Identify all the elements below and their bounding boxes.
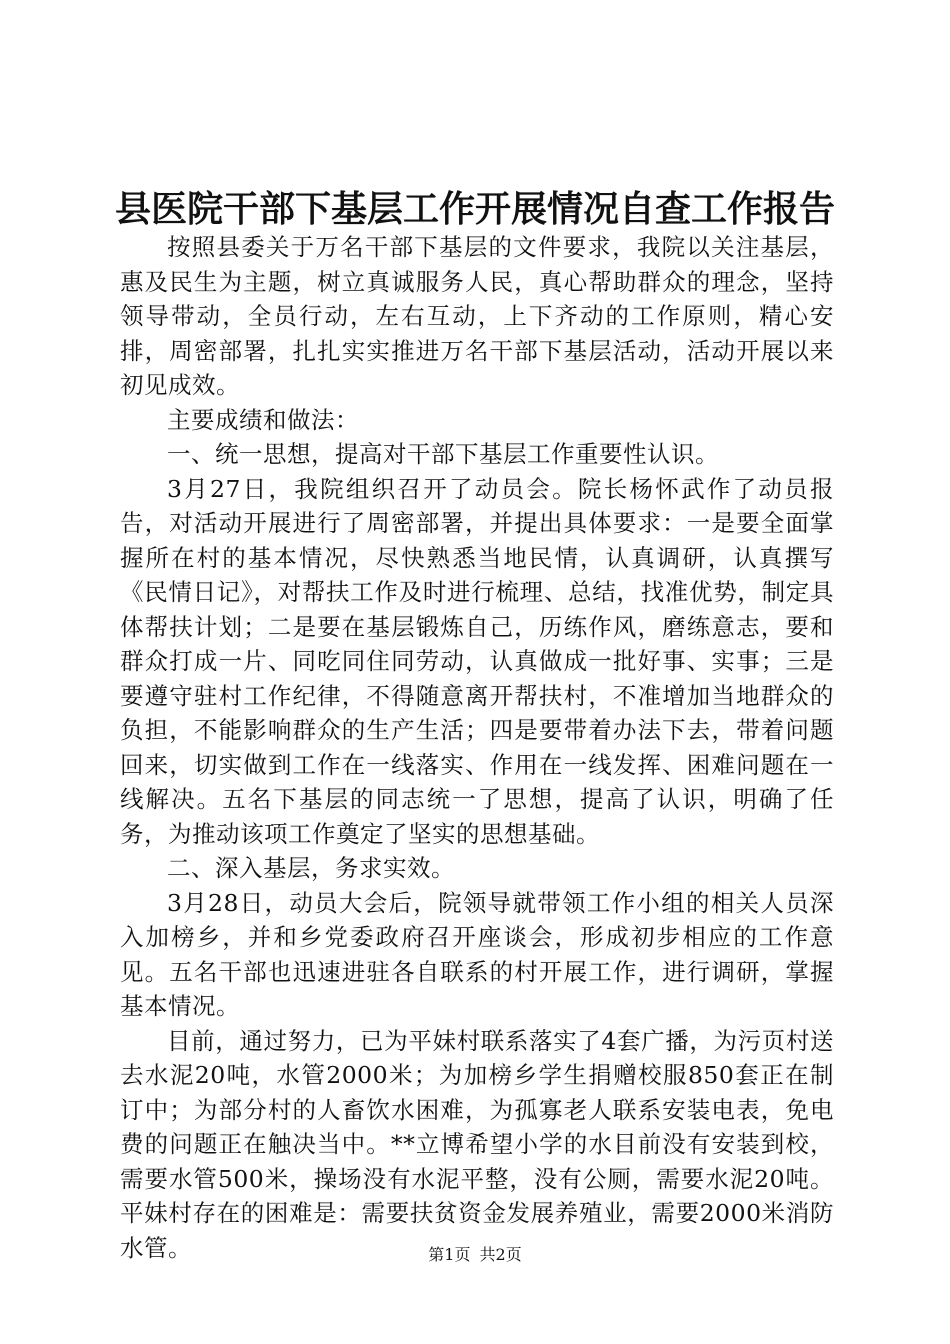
paragraph-section-two-heading: 二、深入基层，务求实效。	[167, 854, 455, 882]
paragraph-main-results-heading: 主要成绩和做法：	[167, 405, 359, 434]
page-total: 共2页	[479, 1245, 522, 1264]
paragraph-intro: 按照县委关于万名干部下基层的文件要求，我院以关注基层，惠及民生为主题，树立真诚服务人民，真心帮助群众的理念，坚持领导带动，全员行动，左右互动，上下齐动的工作原则，精心安排，周密部署，扎扎实实推进万名干部下基层活动，活动开展以来初见成效。	[120, 233, 834, 399]
page-number: 第1页	[428, 1245, 471, 1264]
document-title: 县医院干部下基层工作开展情况自查工作报告	[114, 188, 835, 230]
paragraph-current-progress: 目前，通过努力，已为平妹村联系落实了4套广播，为污页村送去水泥20吨，水管2000米；为加榜乡学生捐赠校服850套正在制订中；为部分村的人畜饮水困难，为孤寡老人联系安装电表，免电费的问题正在触决当中。**立博希望小学的水目前没有安装到校，需要水管500米，操场没有水泥平整，没有公厕，需要水泥20吨。平妹村存在的困难是：需要扶贫资金发展养殖业，需要2000米消防水管。	[120, 1026, 834, 1262]
paragraph-section-one-heading: 一、统一思想，提高对干部下基层工作重要性认识。	[167, 440, 719, 468]
paragraph-field-work: 3月28日，动员大会后，院领导就带领工作小组的相关人员深入加榜乡，并和乡党委政府召开座谈会，形成初步相应的工作意见。五名干部也迅速进驻各自联系的村开展工作，进行调研，掌握基本情况。	[120, 888, 834, 1020]
page-footer	[0, 1243, 950, 1267]
document-body	[120, 230, 834, 1265]
paragraph-mobilization-meeting: 3月27日，我院组织召开了动员会。院长杨怀武作了动员报告，对活动开展进行了周密部署，并提出具体要求：一是要全面掌握所在村的基本情况，尽快熟悉当地民情，认真调研，认真撰写《民情日记》，对帮扶工作及时进行梳理、总结，找准优势，制定具体帮扶计划；二是要在基层锻炼自己，历练作风，磨练意志，要和群众打成一片、同吃同住同劳动，认真做成一批好事、实事；三是要遵守驻村工作纪律，不得随意离开帮扶村，不准增加当地群众的负担，不能影响群众的生产生活；四是要带着办法下去，带着问题回来，切实做到工作在一线落实、作用在一线发挥、困难问题在一线解决。五名下基层的同志统一了思想，提高了认识，明确了任务，为推动该项工作奠定了坚实的思想基础。	[120, 474, 834, 848]
